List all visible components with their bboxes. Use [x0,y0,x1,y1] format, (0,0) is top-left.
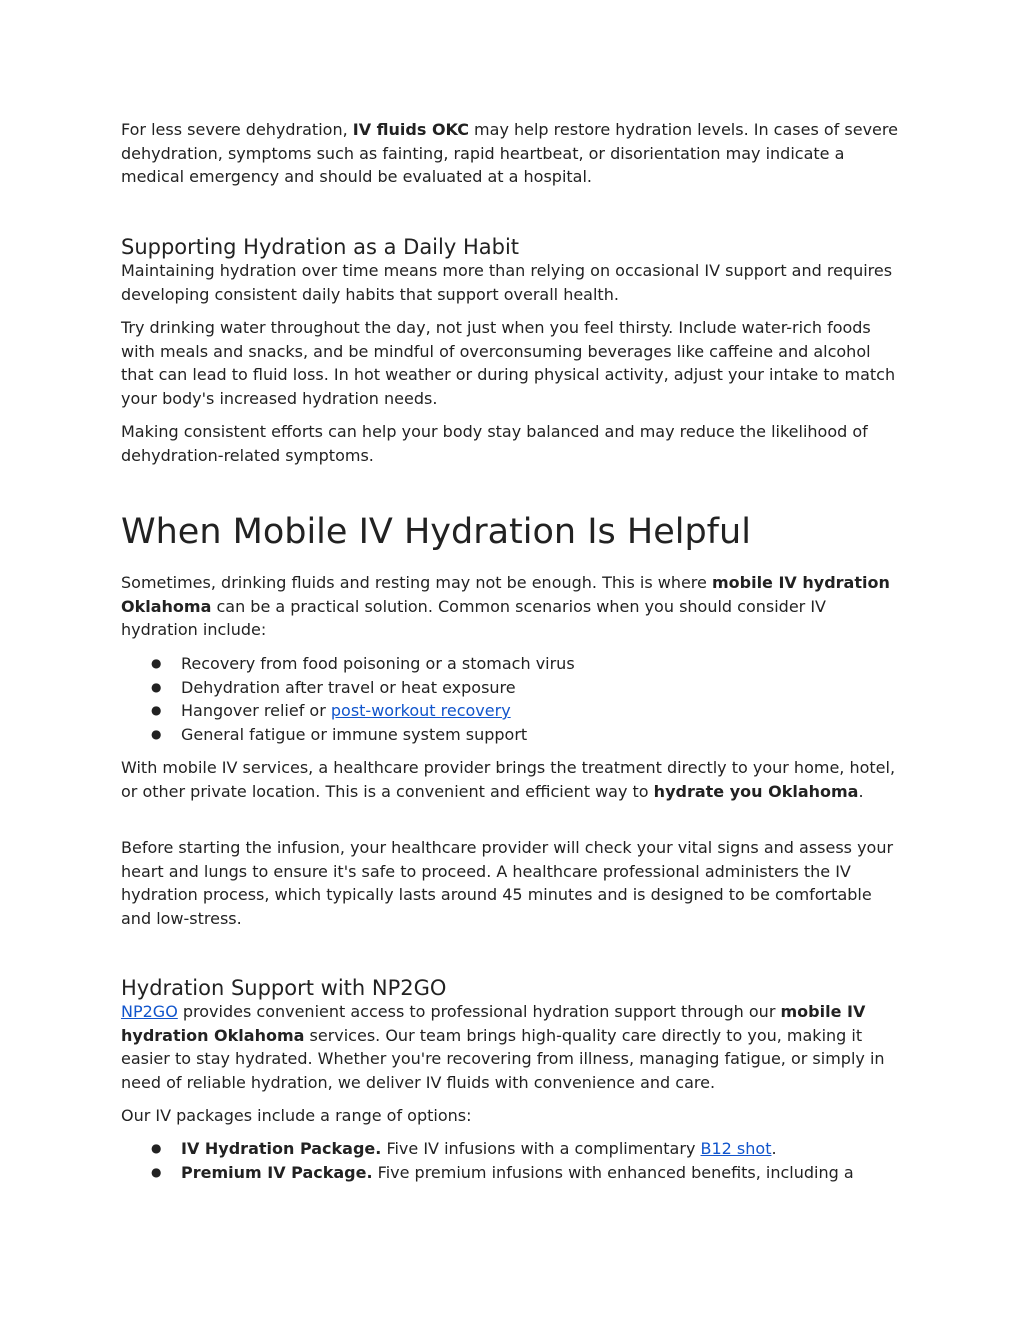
mobile-paragraph-3: Before starting the infusion, your healthcare provider will check your vital signs and assess your heart and lungs to ensure it's safe to proceed. A healthcare professional administers the IV hydration process, which typically lasts around 45 minutes and is designed to be comfortable and low-stress. [121,838,894,928]
intro-text-a: For less severe dehydration, [121,120,353,139]
mobile-p1-bold: mobile IV hydration Oklahoma [121,573,890,616]
b12-shot-link[interactable]: B12 shot [700,1139,772,1158]
mobile-p1-text-a: Sometimes, drinking fluids and resting may not be enough. This is where [121,573,712,592]
mobile-p2-bold: hydrate you Oklahoma [653,781,859,801]
list-item-text: Hangover relief or [181,701,331,720]
mobile-heading: When Mobile IV Hydration Is Helpful [121,512,751,552]
bullet-icon: ● [151,1141,162,1155]
package-description: Five premium infusions with enhanced benefits, including a [372,1162,854,1182]
list-item [121,676,905,700]
intro-paragraph [121,118,905,189]
intro-text-b: may help restore hydration levels. In cases of severe dehydration, symptoms such as fainting, rapid heartbeat, or disorientation may indicate a medical emergency and should be evaluated at a hospital. [121,120,898,186]
np2go-heading: Hydration Support with NP2GO [121,976,447,1000]
list-item [121,699,905,723]
list-item [121,723,905,747]
bullet-icon: ● [151,703,162,717]
list-item [121,652,905,676]
list-item [121,1137,905,1161]
np2go-paragraph-2: Our IV packages include a range of options: [121,1106,472,1125]
habit-paragraph-2: Try drinking water throughout the day, not just when you feel thirsty. Include water-rich foods with meals and snacks, and be mindful of overconsuming beverages like caffeine and alcohol that can lead to fluid loss. In hot weather or during physical activity, adjust your intake to match your body's increased hydration needs. [121,318,896,408]
scenario-list [121,652,905,746]
bullet-icon: ● [151,679,162,694]
package-list [121,1137,905,1184]
package-description: Five IV infusions with a complimentary [381,1139,701,1158]
package-end: . [771,1139,777,1158]
mobile-paragraph-2 [121,756,905,803]
habit-paragraph-1: Maintaining hydration over time means more than relying on occasional IV support and requires developing consistent daily habits that support overall health. [121,261,893,304]
mobile-p2-text-b: . [858,781,864,801]
list-item-text: Recovery from food poisoning or a stomach virus [181,654,575,673]
bullet-icon: ● [151,726,162,741]
mobile-p1-text-b: can be a practical solution. Common scenarios when you should consider IV hydration include: [121,596,826,639]
list-item [121,1161,905,1185]
np2go-p1-text-b: services. Our team brings high-quality care directly to you, making it easier to stay hydrated. Whether you're recovering from illness, managing fatigue, or simply in need of reliable hydration, we deliver IV fluids with convenience and care. [121,1025,885,1092]
package-name: IV Hydration Package. [181,1139,382,1158]
mobile-p2-text-a: With mobile IV services, a healthcare provider brings the treatment directly to your home, hotel, or other private location. This is a convenient and efficient way to [121,758,896,801]
np2go-p1-bold: mobile IV hydration Oklahoma [121,1002,866,1045]
bullet-icon: ● [151,656,162,670]
np2go-paragraph-1 [121,1000,905,1094]
habit-heading: Supporting Hydration as a Daily Habit [121,235,520,259]
intro-bold-keyword: IV fluids OKC [352,120,469,139]
post-workout-recovery-link[interactable]: post-workout recovery [330,701,511,720]
mobile-paragraph-1 [121,571,905,642]
package-name: Premium IV Package. [181,1162,373,1182]
bullet-icon: ● [151,1164,162,1179]
list-item-text: General fatigue or immune system support [181,724,528,744]
np2go-p1-text-a: provides convenient access to professional hydration support through our [177,1002,781,1021]
list-item-text: Dehydration after travel or heat exposure [181,677,516,697]
habit-paragraph-3: Making consistent efforts can help your body stay balanced and may reduce the likelihood of dehydration-related symptoms. [121,422,868,465]
np2go-link[interactable]: NP2GO [121,1002,178,1021]
